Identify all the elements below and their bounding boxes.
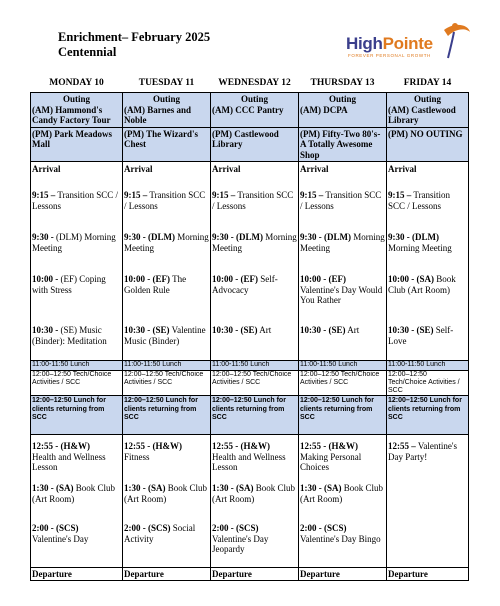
ten30-entry: [124, 325, 209, 346]
slot2-entry: [300, 483, 385, 504]
entry-time: 9:15 –: [300, 190, 324, 200]
entry-time: 10:00 - (EF): [124, 274, 170, 284]
entry-time: 10:30 - (SE): [212, 325, 258, 335]
logo-brand-high: High: [346, 34, 383, 53]
entry-time: 1:30 - (SA): [300, 483, 342, 493]
entry-time: 9:30 - (DLM): [388, 232, 439, 242]
entry-time: 9:15 –: [124, 190, 148, 200]
morning-schedule-cell: [123, 162, 211, 361]
slot2-entry: [32, 483, 121, 504]
morning-schedule-cell: [387, 162, 469, 361]
entry-time: 12:55 - (H&W): [300, 441, 358, 451]
entry-time: 1:30 - (SA): [212, 483, 254, 493]
day-header: TUESDAY 11: [138, 78, 195, 88]
dlm-entry: [388, 232, 467, 253]
entry-time: 9:30 -: [32, 232, 54, 242]
outing-cell: [123, 93, 211, 128]
ten-entry: [388, 274, 467, 295]
pm-outing: (PM) Fifty-Two 80's- A Totally Awesome Shop: [299, 127, 387, 162]
slot3-entry: [300, 523, 385, 544]
entry-text: Transition SCC / Lessons: [300, 190, 382, 211]
entry-time: 12:55 - (H&W): [124, 441, 182, 451]
entry-text: (DLM) Morning Meeting: [32, 232, 116, 253]
entry-text: Transition SCC / Lessons: [388, 190, 451, 211]
entry-text: Social Activity: [124, 523, 196, 544]
outing-pm-row: [31, 127, 469, 162]
arrival-label: Arrival: [388, 164, 417, 174]
pm-outing: (PM) NO OUTING: [387, 127, 469, 162]
day-header-row: [31, 74, 469, 93]
lunch-cell: 11:00-11:50 Lunch: [211, 361, 299, 371]
entry-text: Valentine's Day Party!: [388, 441, 457, 462]
afternoon-schedule-row: [31, 435, 469, 568]
return-lunch-cell: 12:00–12:50 Lunch for clients returning from SCC: [211, 396, 299, 435]
am-outing: (AM) Castlewood Library: [388, 104, 456, 125]
page-subtitle: Centennial: [58, 45, 117, 59]
entry-text: Book Club (Art Room): [124, 483, 208, 504]
return-lunch-row: [31, 396, 469, 435]
transition-entry: [212, 190, 297, 211]
transition-entry: [124, 190, 209, 211]
logo-brand-pointe: Pointe: [382, 34, 433, 53]
tech-row: [31, 371, 469, 396]
departure-cell: Departure: [31, 568, 123, 581]
ten-entry: [124, 274, 209, 295]
day-header: FRIDAY 14: [403, 78, 452, 88]
ten30-entry: [212, 325, 297, 336]
slot3-entry: [32, 523, 121, 544]
pm-outing: (PM) The Wizard's Chest: [123, 127, 211, 162]
outing-label: Outing: [413, 94, 441, 104]
entry-time: 10:30 - (SE): [388, 325, 434, 335]
slot1-entry: [212, 441, 297, 473]
ten30-entry: [388, 325, 467, 346]
entry-text: The Golden Rule: [124, 274, 187, 295]
morning-schedule-cell: [299, 162, 387, 361]
entry-time: 9:30 - (DLM): [124, 232, 175, 242]
am-outing: (AM) DCPA: [300, 104, 348, 115]
ten30-entry: [32, 325, 121, 346]
departure-cell: Departure: [123, 568, 211, 581]
entry-time: 9:30 - (DLM): [300, 232, 351, 242]
entry-text: Valentine Music (Binder): [124, 325, 206, 346]
entry-time: 2:00 - (SCS): [124, 523, 171, 533]
logo-brand-text: [346, 34, 433, 54]
ten-entry: [212, 274, 297, 295]
slot1-entry: [300, 441, 385, 473]
transition-entry: [32, 190, 121, 211]
lunch-row: [31, 361, 469, 371]
entry-time: 10:00 - (EF): [212, 274, 258, 284]
outing-label: Outing: [328, 94, 356, 104]
entry-time: 2:00 - (SCS): [32, 523, 79, 533]
tech-cell: 12:00–12:50 Tech/Choice Activities / SCC: [211, 371, 299, 396]
dlm-entry: [124, 232, 209, 253]
outing-cell: [31, 93, 123, 128]
entry-text: Morning Meeting: [300, 232, 385, 253]
arrival-label: Arrival: [32, 164, 61, 174]
entry-time: 9:15 –: [212, 190, 236, 200]
afternoon-schedule-cell: [387, 435, 469, 568]
tech-cell: 12:00–12:50 Tech/Choice Activities / SCC: [123, 371, 211, 396]
entry-text: Art: [345, 325, 360, 335]
morning-schedule-row: [31, 162, 469, 361]
day-header: THURSDAY 13: [310, 78, 375, 88]
entry-text: Art: [257, 325, 272, 335]
entry-time: 10:30 -: [32, 325, 59, 335]
tech-cell: 12:00–12:50 Tech/Choice Activities / SCC: [299, 371, 387, 396]
slot1-entry: [124, 441, 209, 462]
entry-text: Valentine's Day Bingo: [300, 533, 381, 544]
afternoon-schedule-cell: [123, 435, 211, 568]
slot3-entry: [212, 523, 297, 555]
slot2-entry: [124, 483, 209, 504]
departure-cell: Departure: [387, 568, 469, 581]
ten-entry: [32, 274, 121, 295]
entry-text: Morning Meeting: [124, 232, 209, 253]
entry-time: 10:30 - (SE): [300, 325, 346, 335]
arrival-label: Arrival: [124, 164, 153, 174]
am-outing: (AM) Hammond's Candy Factory Tour: [32, 104, 111, 125]
entry-time: 9:15 –: [32, 190, 56, 200]
entry-text: Making Personal Choices: [300, 451, 362, 472]
day-header: MONDAY 10: [49, 78, 104, 88]
entry-text: Valentine's Day Would You Rather: [300, 284, 383, 305]
arrival-label: Arrival: [300, 164, 329, 174]
entry-text: Valentine's Day Jeopardy: [212, 533, 269, 554]
return-lunch-cell: 12:00–12:50 Lunch for clients returning from SCC: [31, 396, 123, 435]
slot3-entry: [124, 523, 209, 544]
arrival-label: Arrival: [212, 164, 241, 174]
entry-time: 2:00 - (SCS): [300, 523, 347, 533]
day-header: WEDNESDAY 12: [218, 78, 291, 88]
lunch-cell: 11:00-11:50 Lunch: [123, 361, 211, 371]
slot2-entry: [212, 483, 297, 504]
return-lunch-cell: 12:00–12:50 Lunch for clients returning from SCC: [299, 396, 387, 435]
morning-schedule-cell: [31, 162, 123, 361]
outing-cell: [387, 93, 469, 128]
entry-text: Health and Wellness Lesson: [212, 451, 286, 472]
morning-schedule-cell: [211, 162, 299, 361]
pm-outing: (PM) Castlewood Library: [211, 127, 299, 162]
entry-time: 2:00 - (SCS): [212, 523, 259, 533]
outing-cell: [299, 93, 387, 128]
dlm-entry: [300, 232, 385, 253]
tech-cell: 12:00–12:50 Tech/Choice Activities / SCC: [387, 371, 469, 396]
outing-label: Outing: [240, 94, 268, 104]
ten30-entry: [300, 325, 385, 336]
slot1-entry: [32, 441, 121, 473]
transition-entry: [300, 190, 385, 211]
entry-text: Transition SCC / Lessons: [212, 190, 294, 211]
entry-text: (SE) Music (Binder): Meditation: [32, 325, 107, 346]
afternoon-schedule-cell: [299, 435, 387, 568]
dlm-entry: [212, 232, 297, 253]
outing-am-row: [31, 93, 469, 128]
return-lunch-cell: 12:00–12:50 Lunch for clients returning from SCC: [123, 396, 211, 435]
entry-text: Book Club (Art Room): [32, 483, 116, 504]
outing-label: Outing: [152, 94, 180, 104]
tech-cell: 12:00–12:50 Tech/Choice Activities / SCC: [31, 371, 123, 396]
entry-text: Book Club (Art Room): [300, 483, 384, 504]
return-lunch-cell: 12:00–12:50 Lunch for clients returning from SCC: [387, 396, 469, 435]
entry-time: 12:55 –: [388, 441, 416, 451]
transition-entry: [388, 190, 467, 211]
afternoon-schedule-cell: [211, 435, 299, 568]
entry-time: 9:30 - (DLM): [212, 232, 263, 242]
entry-time: 10:00 -: [32, 274, 59, 284]
lunch-cell: 11:00-11:50 Lunch: [387, 361, 469, 371]
entry-time: 1:30 - (SA): [32, 483, 74, 493]
ten-entry: [300, 274, 385, 306]
afternoon-schedule-cell: [31, 435, 123, 568]
outing-cell: [211, 93, 299, 128]
logo-tagline: FOREVER PERSONAL GROWTH: [348, 53, 431, 58]
entry-text: Fitness: [124, 451, 150, 462]
departure-cell: Departure: [299, 568, 387, 581]
schedule-table: [30, 74, 469, 581]
entry-time: 1:30 - (SA): [124, 483, 166, 493]
entry-text: Book Club (Art Room): [388, 274, 456, 295]
entry-time: 10:00 - (EF): [300, 274, 346, 284]
entry-time: 12:55 - (H&W): [212, 441, 270, 451]
entry-text: Valentine's Day: [32, 533, 89, 544]
pm-outing: (PM) Park Meadows Mall: [31, 127, 123, 162]
entry-text: Self-Advocacy: [212, 274, 278, 295]
lunch-cell: 11:00-11:50 Lunch: [31, 361, 123, 371]
entry-time: 12:55 - (H&W): [32, 441, 90, 451]
lunch-cell: 11:00-11:50 Lunch: [299, 361, 387, 371]
am-outing: (AM) CCC Pantry: [212, 104, 284, 115]
am-outing: (AM) Barnes and Noble: [124, 104, 191, 125]
entry-text: Book Club (Art Room): [212, 483, 296, 504]
highpointe-logo: [336, 18, 476, 64]
departure-row: [31, 568, 469, 581]
departure-cell: Departure: [211, 568, 299, 581]
slot1-entry: [388, 441, 467, 462]
entry-text: Morning Meeting: [212, 232, 297, 253]
entry-time: 10:00 - (SA): [388, 274, 434, 284]
outing-label: Outing: [62, 94, 90, 104]
dlm-entry: [32, 232, 121, 253]
page-title: Enrichment– February 2025: [58, 30, 211, 44]
entry-time: 10:30 - (SE): [124, 325, 170, 335]
entry-text: Self-Love: [388, 325, 454, 346]
entry-text: Health and Wellness Lesson: [32, 451, 106, 472]
entry-text: Transition SCC / Lessons: [124, 190, 206, 211]
entry-time: 9:15 –: [388, 190, 412, 200]
entry-text: (EF) Coping with Stress: [32, 274, 106, 295]
entry-text: Morning Meeting: [388, 242, 452, 253]
entry-text: Transition SCC / Lessons: [32, 190, 119, 211]
